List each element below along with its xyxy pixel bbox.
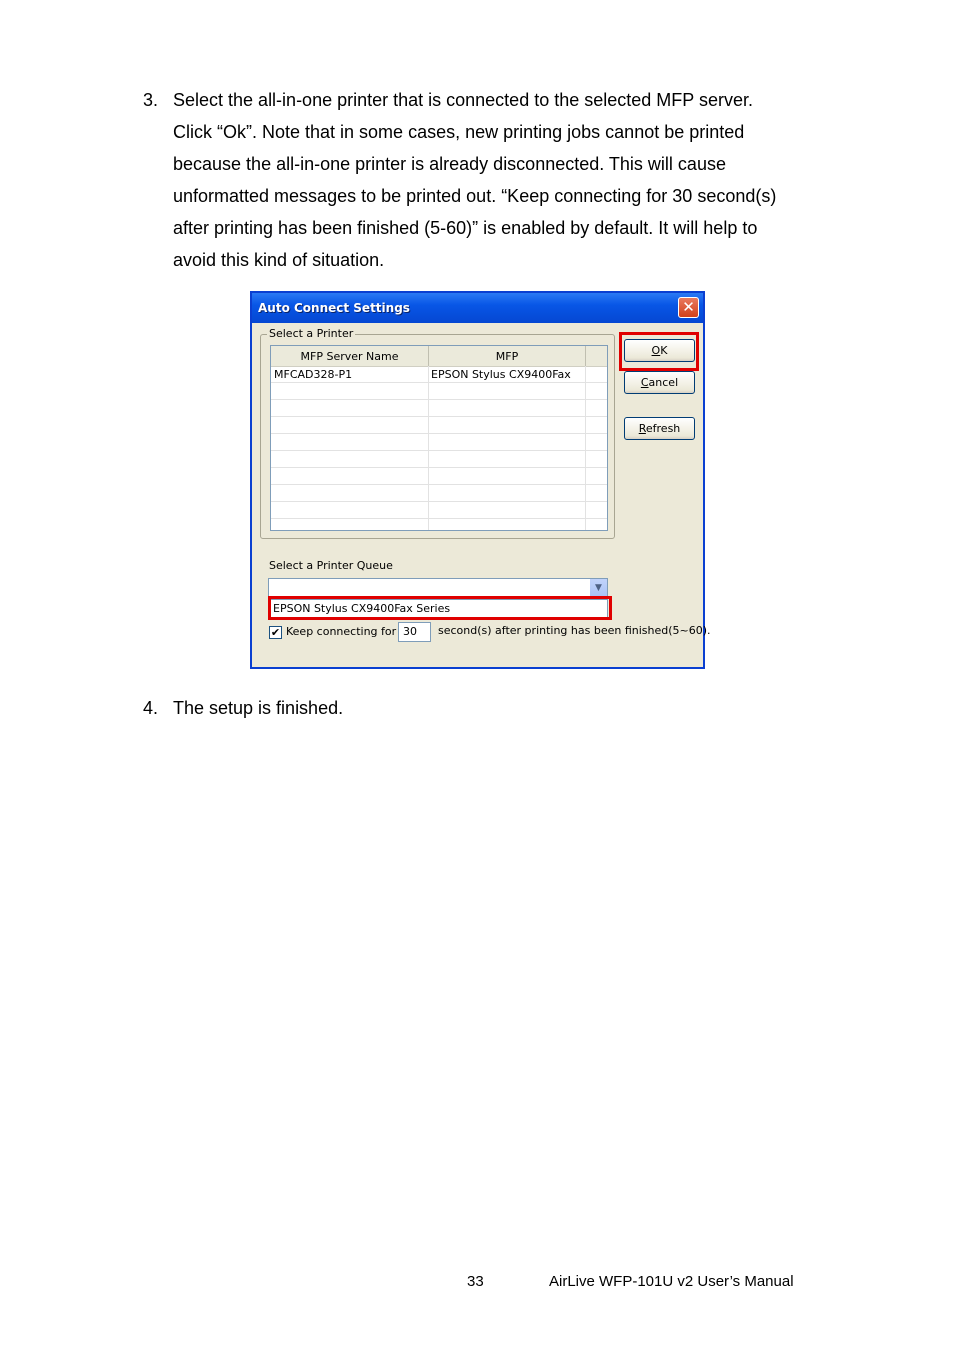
keep-connecting-checkbox[interactable] (269, 626, 282, 639)
step-line: after printing has been finished (5-60)” is enabled by default. It will help to (173, 218, 758, 238)
table-row (271, 519, 607, 531)
queue-highlight (268, 596, 612, 620)
close-button[interactable] (678, 297, 699, 318)
table-row (271, 468, 607, 485)
printer-list[interactable] (270, 345, 608, 531)
cancel-label: ancel (648, 376, 679, 389)
step-line: because the all-in-one printer is already disconnected. This will cause (173, 154, 726, 174)
cancel-button[interactable] (624, 371, 695, 394)
ok-accel: O (651, 344, 661, 357)
step-line: Select the all-in-one printer that is connected to the selected MFP server. (173, 90, 753, 110)
column-header-server[interactable]: MFP Server Name (300, 350, 399, 363)
step-line: Click “Ok”. Note that in some cases, new printing jobs cannot be printed (173, 122, 745, 142)
refresh-button[interactable] (624, 417, 695, 440)
printer-queue-option[interactable]: EPSON Stylus CX9400Fax Series (270, 599, 608, 618)
cell-mfp: EPSON Stylus CX9400Fax (431, 368, 571, 381)
table-row (271, 502, 607, 519)
step-number: 3. (143, 90, 159, 110)
table-row (271, 434, 607, 451)
auto-connect-dialog (250, 291, 711, 669)
column-header-mfp[interactable]: MFP (495, 350, 519, 363)
check-icon: ✔ (270, 626, 281, 639)
refresh-label: efresh (645, 422, 681, 435)
list-header (271, 346, 608, 367)
step-line: unformatted messages to be printed out. “Keep connecting for 30 second(s) (173, 186, 777, 206)
select-printer-group (260, 327, 615, 539)
table-row (271, 400, 607, 417)
step-text (173, 84, 833, 276)
seconds-suffix: second(s) after printing has been finished(5~60). (438, 624, 711, 637)
step-line: avoid this kind of situation. (173, 250, 385, 270)
ok-label: K (660, 344, 668, 357)
title-bar[interactable] (252, 293, 703, 323)
table-row (271, 485, 607, 502)
seconds-input[interactable]: 30 (398, 622, 431, 642)
step-text: The setup is finished. (173, 698, 344, 718)
close-icon: ✕ (682, 298, 695, 316)
table-row[interactable] (271, 366, 607, 383)
cancel-accel: C (640, 376, 649, 389)
table-row (271, 383, 607, 400)
queue-label: Select a Printer Queue (269, 559, 393, 572)
manual-title: AirLive WFP-101U v2 User’s Manual (549, 1273, 794, 1290)
cell-server: MFCAD328-P1 (274, 368, 353, 381)
group-label: Select a Printer (269, 327, 354, 340)
chevron-down-icon[interactable]: ▼ (590, 579, 607, 598)
table-row (271, 417, 607, 434)
dialog-title: Auto Connect Settings (258, 301, 410, 315)
table-row (271, 451, 607, 468)
refresh-accel: R (638, 422, 646, 435)
page-number: 33 (467, 1273, 484, 1290)
step-number: 4. (143, 698, 159, 718)
ok-highlight (619, 332, 699, 371)
keep-connecting-label: Keep connecting for (286, 625, 397, 638)
